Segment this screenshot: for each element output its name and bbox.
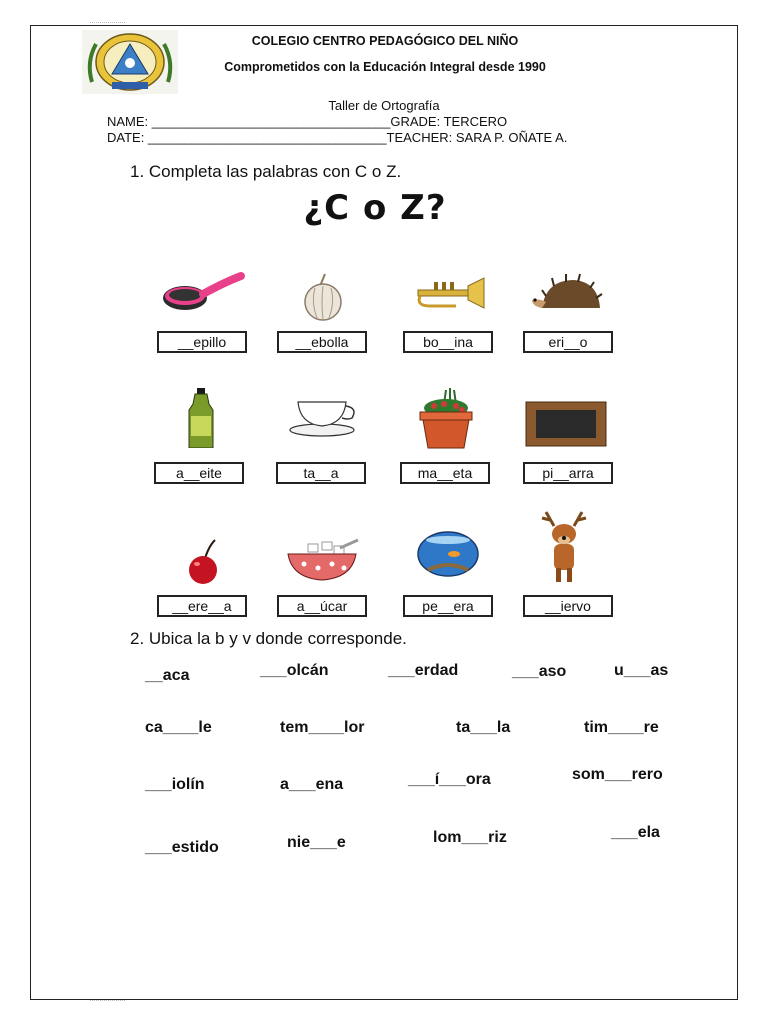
word-box-ciervo[interactable]: __iervo bbox=[523, 595, 613, 617]
cup-picture bbox=[278, 388, 378, 448]
word-box-ebolla[interactable]: __ebolla bbox=[277, 331, 367, 353]
section1-instruction: 1. Completa las palabras con C o Z. bbox=[130, 162, 402, 181]
bv-word-vibora[interactable]: ___í___ora bbox=[408, 771, 491, 788]
bv-word-lombriz[interactable]: lom___riz bbox=[433, 829, 507, 846]
trumpet-picture bbox=[400, 266, 500, 326]
bv-word-vestido[interactable]: ___estido bbox=[145, 839, 219, 856]
section1-title: ¿C o Z? bbox=[303, 188, 447, 228]
bv-word-violin[interactable]: ___iolín bbox=[145, 776, 205, 793]
section2-instruction: 2. Ubica la b y v donde corresponde. bbox=[130, 629, 407, 648]
word-box-aceite[interactable]: a__eite bbox=[154, 462, 244, 484]
bv-word-avena[interactable]: a___ena bbox=[280, 776, 344, 793]
oil-bottle-picture bbox=[155, 388, 255, 448]
bv-word-verdad[interactable]: ___erdad bbox=[388, 662, 459, 679]
date-teacher-line: DATE: _________________________________TEACHER: SARA P. OÑATE A. bbox=[107, 130, 568, 145]
bv-word-tabla[interactable]: ta___la bbox=[456, 719, 511, 736]
bottom-dots bbox=[90, 1000, 125, 1002]
chalkboard-picture bbox=[522, 398, 622, 458]
word-box-epillo[interactable]: __epillo bbox=[157, 331, 247, 353]
bv-word-nieve[interactable]: nie___e bbox=[287, 834, 346, 851]
sugar-bowl-picture bbox=[278, 538, 378, 598]
word-box-erizo[interactable]: eri__o bbox=[523, 331, 613, 353]
top-dots bbox=[90, 22, 125, 24]
word-box-cereza[interactable]: __ere__a bbox=[157, 595, 247, 617]
hedgehog-picture bbox=[520, 266, 620, 326]
name-grade-line: NAME: _________________________________GRADE: TERCERO bbox=[107, 114, 508, 129]
cherry-picture bbox=[155, 532, 255, 592]
bv-word-uvas[interactable]: u___as bbox=[614, 662, 669, 679]
flower-pot-picture bbox=[400, 386, 500, 446]
bv-word-vela[interactable]: ___ela bbox=[611, 824, 660, 841]
word-box-pizarra[interactable]: pi__arra bbox=[523, 462, 613, 484]
bv-word-sombrero[interactable]: som___rero bbox=[572, 766, 663, 783]
hairbrush-picture bbox=[155, 266, 255, 326]
word-box-azucar[interactable]: a__úcar bbox=[277, 595, 367, 617]
word-box-taza[interactable]: ta__a bbox=[276, 462, 366, 484]
onion-picture bbox=[275, 266, 375, 326]
deer-picture bbox=[530, 508, 610, 584]
bv-word-vaca[interactable]: __aca bbox=[145, 667, 190, 684]
bv-word-vaso[interactable]: ___aso bbox=[512, 663, 567, 680]
school-motto: Comprometidos con la Educación Integral desde 1990 bbox=[224, 60, 546, 74]
word-box-maceta[interactable]: ma__eta bbox=[400, 462, 490, 484]
bv-word-temblor[interactable]: tem____lor bbox=[280, 719, 365, 736]
fishbowl-picture bbox=[410, 530, 510, 590]
school-name: COLEGIO CENTRO PEDAGÓGICO DEL NIÑO bbox=[251, 34, 519, 48]
bv-word-volcan[interactable]: ___olcán bbox=[260, 662, 329, 679]
word-box-pecera[interactable]: pe__era bbox=[403, 595, 493, 617]
bv-word-timbre[interactable]: tim____re bbox=[584, 719, 659, 736]
workshop-title: Taller de Ortografía bbox=[328, 98, 440, 113]
school-logo bbox=[82, 30, 178, 94]
bv-word-calle[interactable]: ca____le bbox=[145, 719, 212, 736]
word-box-bocina[interactable]: bo__ina bbox=[403, 331, 493, 353]
